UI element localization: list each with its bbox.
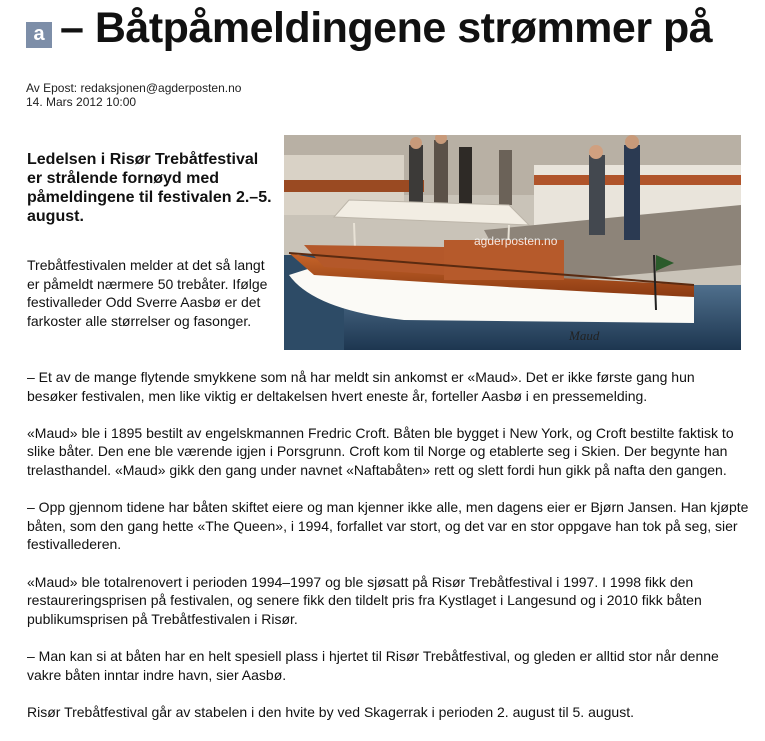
author-line: Av Epost: redaksjonen@agderposten.no [26, 81, 242, 95]
paragraph: «Maud» ble totalrenovert i perioden 1994–1997 og ble sjøsatt på Risør Trebåtfestival i 1997. I 1998 fikk den restaureringsprisen på festivalen, og senere fikk den tildelt pris fra Kystlaget i Langesund og i 2010 fikk båten publikumsprisen på Trebåtfestivalen i Risør. [27, 573, 702, 627]
article-lead: Ledelsen i Risør Trebåtfestival er strålende fornøyd med påmeldingene til festivalen 2.–5. august. [27, 151, 272, 225]
paragraph: – Opp gjennom tidene har båten skiftet eiere og man kjenner ikke alle, men dagens eier er Bjørn Jansen. Han kjøpte båten, som den gang hette «The Queen», i 1994, forfallet var stort, og det var en stor oppgave han tok på seg, sier festivallederen. [27, 499, 749, 553]
article-intro: Trebåtfestivalen melder at det så langt er påmeldt nærmere 50 trebåter. Ifølge festivalleder Odd Sverre Aasbø er det farkoster alle størrelser og fasonger. [27, 257, 268, 329]
article-title: – Båtpåmeldingene strømmer på [60, 4, 713, 52]
paragraph: – Et av de mange flytende smykkene som nå har meldt sin ankomst er «Maud». Det er ikke første gang hun besøker festivalen, men like viktig er deltakelsen hvert eneste år, forteller Aasbø i en pressemelding. [27, 369, 695, 404]
paragraph: Risør Trebåtfestival går av stabelen i den hvite by ved Skagerrak i perioden 2. august til 5. august. [27, 703, 634, 720]
article-body [27, 368, 749, 740]
image-watermark: agderposten.no [474, 234, 558, 248]
boat-name-label: Maud [569, 328, 600, 343]
site-logo-icon[interactable]: a [26, 22, 52, 48]
paragraph: – Man kan si at båten har en helt spesiell plass i hjertet til Risør Trebåtfestival, og gleden er alltid stor når denne vakre båten inntar indre havn, sier Aasbø. [27, 647, 719, 683]
article-photo [284, 135, 741, 350]
publish-date: 14. Mars 2012 10:00 [26, 95, 137, 109]
paragraph: «Maud» ble i 1895 bestilt av engelskmannen Fredric Croft. Båten ble bygget i New York, og Croft bestilte faktisk to slike båter. Den ene ble værende igjen i Porsgrunn. Croft kom til Norge og etablerte seg i Skien. Der begynte han trelasthandel. «Maud» gikk den gang under navnet «Naftabåten» rett og slett fordi hun gikk på nafta den gangen. [27, 424, 734, 478]
byline [26, 81, 241, 109]
